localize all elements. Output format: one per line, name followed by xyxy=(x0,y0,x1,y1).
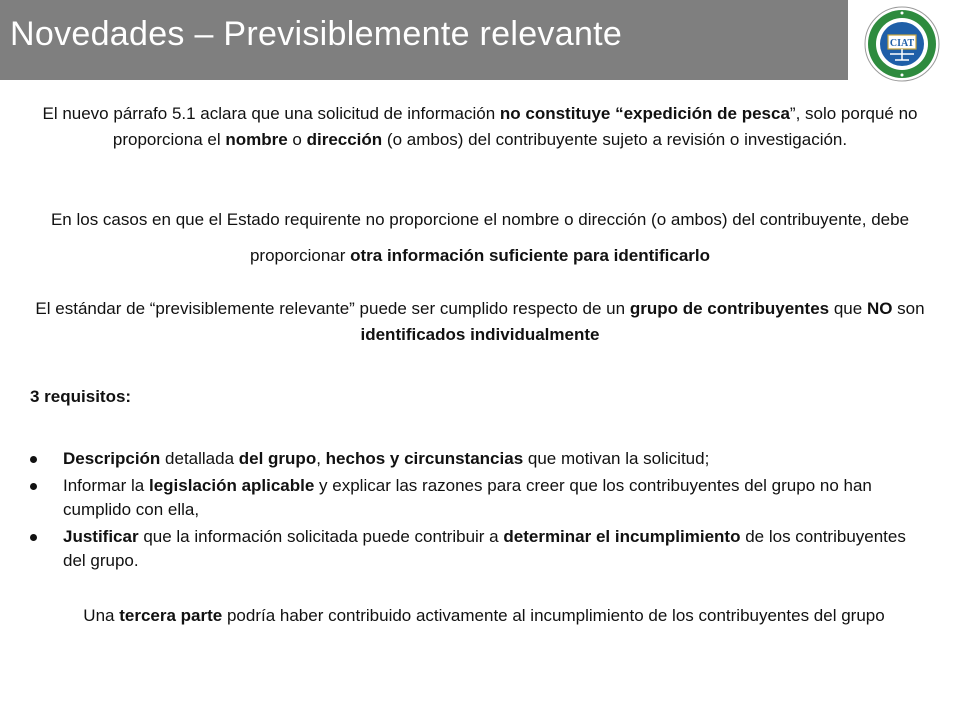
list-item: Justificar que la información solicitada puede contribuir a determinar el incumplimiento de los contribuyentes del grupo. xyxy=(30,525,930,573)
paragraph-identification: En los casos en que el Estado requirente no proporcione el nombre o dirección (o ambos) del contribuyente, debe proporcionar otra información suficiente para identificarlo xyxy=(50,210,910,265)
list-item: Informar la legislación aplicable y explicar las razones para creer que los contribuyentes del grupo no han cumplido con ella, xyxy=(30,474,930,522)
logo-text: CIAT xyxy=(889,38,915,49)
title-bar xyxy=(0,0,848,80)
ciat-logo xyxy=(864,6,940,82)
paragraph-fishing-expedition: El nuevo párrafo 5.1 aclara que una solicitud de información no constituye “expedición de pesca”, solo porqué no proporciona el nombre o dirección (o ambos) del contribuyente sujeto a revisión o investigación. xyxy=(42,104,918,149)
page-title: Novedades – Previsiblemente relevante xyxy=(10,15,623,53)
bullet-icon xyxy=(30,483,37,490)
list-item: Descripción detallada del grupo, hechos y circunstancias que motivan la solicitud; xyxy=(30,447,930,471)
paragraph-third-party: Una tercera parte podría haber contribuido activamente al incumplimiento de los contribuyentes del grupo xyxy=(83,606,885,625)
paragraph-group-standard: El estándar de “previsiblemente relevante” puede ser cumplido respecto de un grupo de contribuyentes que NO son identificados individualmente xyxy=(35,299,925,344)
requirements-heading: 3 requisitos: xyxy=(30,387,132,406)
bullet-icon xyxy=(30,456,37,463)
requirements-list xyxy=(30,447,930,573)
bullet-icon xyxy=(30,534,37,541)
